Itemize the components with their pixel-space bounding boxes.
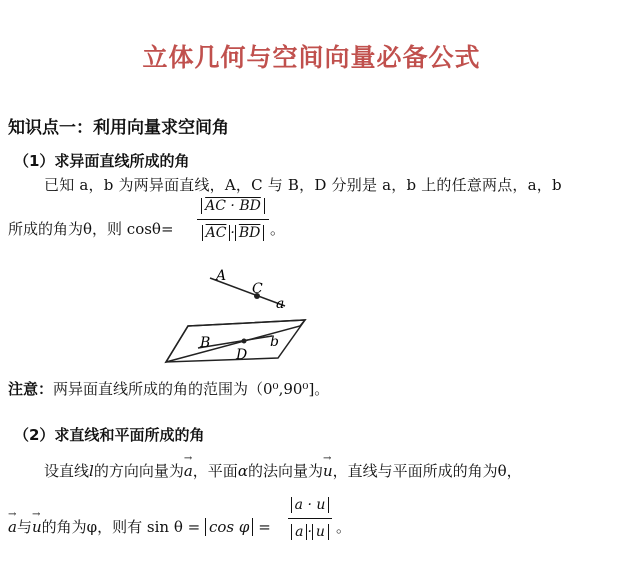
vector-a: → a	[8, 518, 17, 536]
vector-a: → a	[184, 462, 193, 480]
point-d-marker	[242, 339, 247, 344]
alpha: α	[237, 462, 248, 480]
label-A: A	[216, 268, 227, 284]
vector-u: → u	[32, 518, 42, 536]
text: 的角为φ，则有 sin θ =	[41, 518, 201, 536]
equals: =	[258, 518, 271, 536]
text: ，平面	[192, 462, 238, 480]
period: 。	[336, 518, 352, 536]
section-heading: 知识点一：利用向量求空间角	[8, 118, 229, 138]
label-a: a	[276, 296, 285, 312]
paragraph-line: 已知 a，b 为两异面直线，A，C 与 B，D 分别是 a，b 上的任意两点，a，b	[44, 176, 562, 194]
note-label: 注意：	[8, 380, 54, 398]
period: 。	[270, 220, 286, 238]
paragraph-line	[8, 516, 271, 537]
subsection-heading-2: （2）求直线和平面所成的角	[14, 426, 205, 444]
abs-cos-phi: cos φ	[205, 518, 253, 536]
fraction-numerator: AC · BD	[205, 198, 261, 214]
label-D: D	[236, 347, 248, 363]
cos-theta-fraction: AC · BD $\overline{AC} \cdot \overline{BD}$	[197, 195, 269, 244]
text: 的法向量为	[247, 462, 323, 480]
paragraph-line: 所成的角为θ，则 cosθ=	[8, 220, 174, 238]
text: 的方向向量为	[93, 462, 184, 480]
subsection-heading-1: （1）求异面直线所成的角	[14, 152, 190, 170]
text: ，直线与平面所成的角为θ，	[332, 462, 522, 480]
label-C: C	[252, 281, 263, 297]
paragraph-line	[44, 460, 522, 481]
text: 与	[16, 518, 32, 536]
line-l: l	[89, 462, 94, 480]
text: 设直线	[44, 462, 90, 480]
fraction-denominator-bd: $\overline{BD}$	[235, 225, 265, 241]
skew-lines-figure	[160, 262, 330, 372]
label-B: B	[200, 335, 211, 351]
vector-u: → u	[323, 462, 333, 480]
fraction2-denominator-u: u	[312, 524, 329, 540]
label-b: b	[270, 334, 279, 350]
sin-theta-fraction: a · u a · u	[288, 494, 332, 543]
fraction-denominator-ac: $\overline{AC}$	[202, 225, 231, 241]
note	[8, 378, 329, 399]
page-title: 立体几何与空间向量必备公式	[142, 43, 481, 72]
fraction2-denominator-a: a	[291, 524, 307, 540]
note-text: 两异面直线所成的角的范围为（0⁰,90⁰]。	[53, 380, 330, 398]
fraction2-numerator: a · u	[291, 497, 330, 513]
